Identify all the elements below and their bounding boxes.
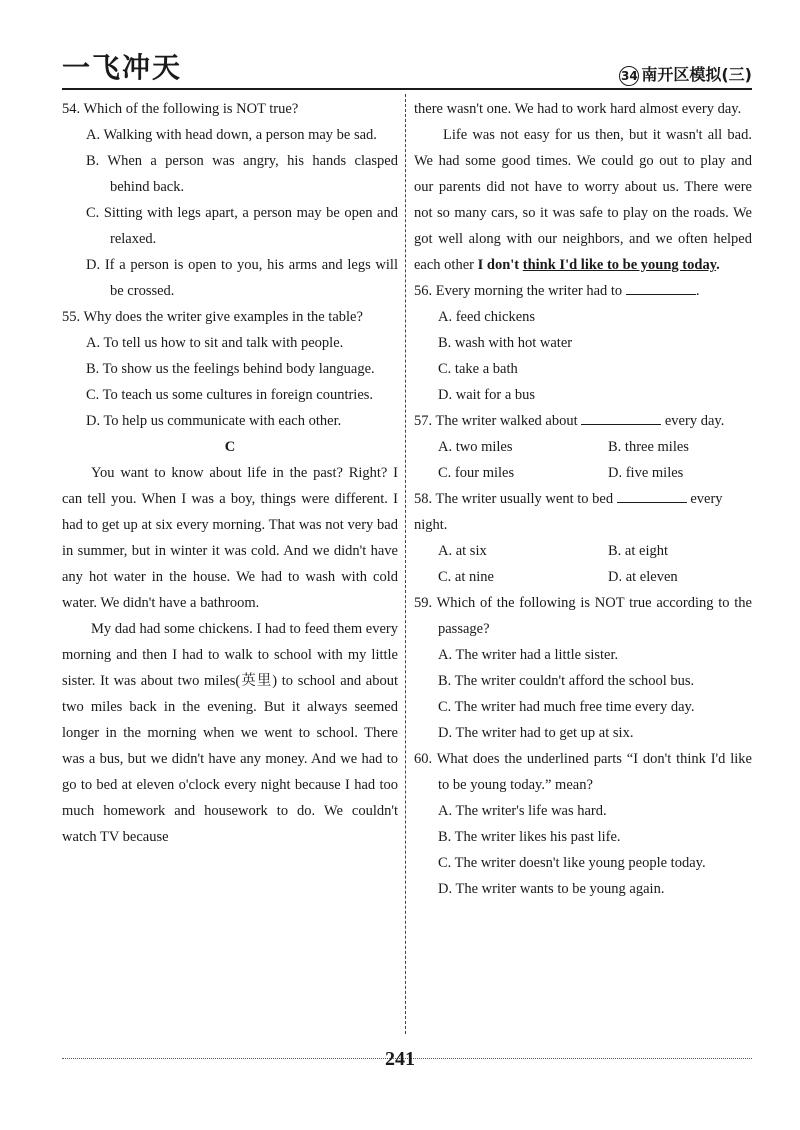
question-56-stem: 56. Every morning the writer had to . — [414, 278, 752, 304]
paragraph-3-text: Life was not easy for us then, but it wasn't all bad. We had some good times. We could go out to play and our parents did not have to worry about us. There were not so many cars, so it was safe to play on the roads. We got well along with our neighbors, and we often helped each other — [414, 127, 752, 273]
passage-paragraph-2: My dad had some chickens. I had to feed them every morning and then I had to walk to school with my little sister. It was about two miles(英里) to school and about two miles back in the evening. But it always seemed longer in the morning when we went to school. There was a bus, but we didn't have any money. And we had to go to bed at eleven o'clock every night because I had too much homework and housework to do. We couldn't watch TV because — [62, 621, 398, 845]
question-58-options-row-2 — [414, 564, 752, 590]
question-57-option-b: B. three miles — [608, 439, 689, 455]
passage-paragraph-1: You want to know about life in the past? Right? I can tell you. When I was a boy, things were different. I had to get up at six every morning. That was not very bad in summer, but in winter it was cold. And we didn't have any hot water in the house. We had to wash with cold water. We didn't have a bathroom. — [62, 465, 398, 611]
question-59-option-c: C. The writer had much free time every day. — [438, 699, 695, 715]
header-rule — [62, 88, 752, 90]
answer-blank-57 — [581, 410, 661, 425]
section-heading-c: C — [224, 439, 236, 455]
question-56-option-d: D. wait for a bus — [438, 387, 536, 403]
question-55-stem: 55. Why does the writer give examples in the table? — [62, 309, 363, 325]
question-59-option-d: D. The writer had to get up at six. — [438, 725, 634, 741]
question-57-option-a: A. two miles — [438, 439, 513, 455]
question-55-option-a: A. To tell us how to sit and talk with people. — [86, 335, 344, 351]
question-57-text-end: every day. — [664, 413, 725, 429]
question-54-stem: 54. Which of the following is NOT true? — [62, 101, 299, 117]
question-55-option-c: C. To teach us some cultures in foreign countries. — [86, 387, 374, 403]
question-54-option-d: D. If a person is open to you, his arms and legs will be crossed. — [86, 257, 398, 299]
answer-blank-56 — [626, 280, 696, 295]
right-column — [414, 96, 752, 902]
paragraph-3-period: . — [716, 257, 720, 273]
column-divider — [405, 94, 406, 1034]
left-column — [62, 96, 398, 850]
question-56-text: 56. Every morning the writer had to — [414, 283, 623, 299]
question-60-option-d: D. The writer wants to be young again. — [438, 881, 665, 897]
question-58-options-row-1 — [414, 538, 752, 564]
question-54-option-c: C. Sitting with legs apart, a person may be open and relaxed. — [86, 205, 398, 247]
brand-title: 一飞冲天 — [62, 51, 183, 84]
question-57-options-row-1 — [414, 434, 752, 460]
answer-blank-58 — [617, 488, 687, 503]
question-57-text: 57. The writer walked about — [414, 413, 578, 429]
question-58-option-b: B. at eight — [608, 543, 669, 559]
page-number: 241 — [385, 1048, 415, 1070]
paragraph-3-bold: I don't — [477, 257, 520, 273]
question-58-stem — [414, 486, 752, 538]
question-56-option-a: A. feed chickens — [438, 309, 536, 325]
passage-paragraph-3 — [414, 122, 752, 278]
question-57-option-d: D. five miles — [608, 465, 684, 481]
question-54-option-a: A. Walking with head down, a person may be sad. — [86, 127, 377, 143]
passage-paragraph-2-continued: there wasn't one. We had to work hard almost every day. — [414, 101, 742, 117]
series-name: 南开区模拟(三) — [641, 65, 752, 84]
question-60-option-c: C. The writer doesn't like young people today. — [438, 855, 706, 871]
question-59-option-b: B. The writer couldn't afford the school bus. — [438, 673, 695, 689]
question-58-option-d: D. at eleven — [608, 569, 678, 585]
question-60-stem: 60. What does the underlined parts “I don't think I'd like to be young today.” mean? — [414, 751, 752, 793]
question-58-text-end: every night. — [414, 491, 723, 533]
question-58-option-c: C. at nine — [438, 569, 494, 585]
question-59-option-a: A. The writer had a little sister. — [438, 647, 619, 663]
question-60-option-a: A. The writer's life was hard. — [438, 803, 607, 819]
question-60-option-b: B. The writer likes his past life. — [438, 829, 621, 845]
question-57-options-row-2 — [414, 460, 752, 486]
underlined-sentence: think I'd like to be young today — [522, 257, 717, 273]
question-55-option-b: B. To show us the feelings behind body language. — [86, 361, 375, 377]
question-59-stem: 59. Which of the following is NOT true according to the passage? — [414, 595, 752, 637]
exam-series-label — [619, 62, 752, 86]
question-58-option-a: A. at six — [438, 543, 487, 559]
question-57-option-c: C. four miles — [438, 465, 515, 481]
question-58-text: 58. The writer usually went to bed — [414, 491, 614, 507]
question-57-stem — [414, 408, 752, 434]
question-54-option-b: B. When a person was angry, his hands clasped behind back. — [86, 153, 398, 195]
series-number: 34 — [619, 66, 639, 86]
question-55-option-d: D. To help us communicate with each other. — [86, 413, 342, 429]
question-56-option-b: B. wash with hot water — [438, 335, 573, 351]
question-56-option-c: C. take a bath — [438, 361, 518, 377]
